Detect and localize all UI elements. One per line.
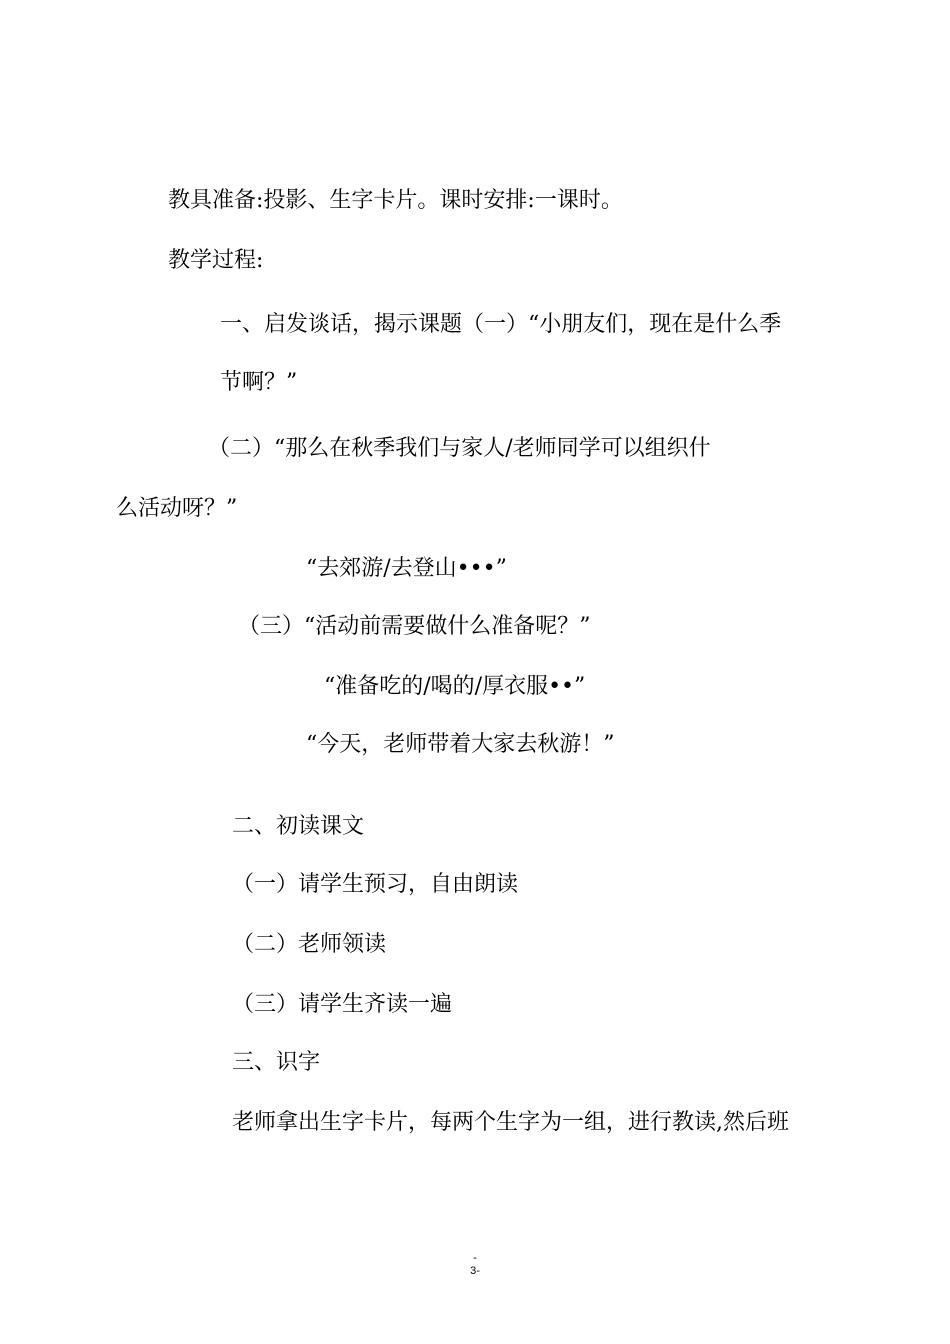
section-two-item-three: （三）请学生齐读一遍 [232,992,453,1017]
section-two-item-one: （一）请学生预习，自由朗读 [232,872,519,897]
question-three: （三）“活动前需要做什么准备呢？” [238,614,591,639]
question-two: （二）“那么在秋季我们与家人/老师同学可以组织什 [208,436,711,461]
section-one-continuation: 节啊？” [220,370,298,395]
section-two-item-two: （二）老师领读 [232,932,387,957]
materials-and-schedule: 教具准备:投影、生字卡片。课时安排:一课时。 [168,188,623,213]
answer-two: “去郊游/去登山•••” [306,556,507,581]
section-three-heading: 三、识字 [232,1050,321,1075]
teaching-process-heading: 教学过程: [168,248,264,273]
footer-dash: - [473,1252,477,1264]
page-number: 3- [470,1265,480,1277]
teacher-announcement: “今天，老师带着大家去秋游！” [306,732,615,757]
question-two-continuation: 么活动呀？” [116,496,238,521]
section-one-heading: 一、启发谈话，揭示课题（一）“小朋友们，现在是什么季 [220,312,782,337]
section-three-paragraph: 老师拿出生字卡片，每两个生字为一组，进行教读,然后班 [232,1110,789,1135]
answer-three: “准备吃的/喝的/厚衣服••” [324,674,586,699]
section-two-heading: 二、初读课文 [232,814,365,839]
